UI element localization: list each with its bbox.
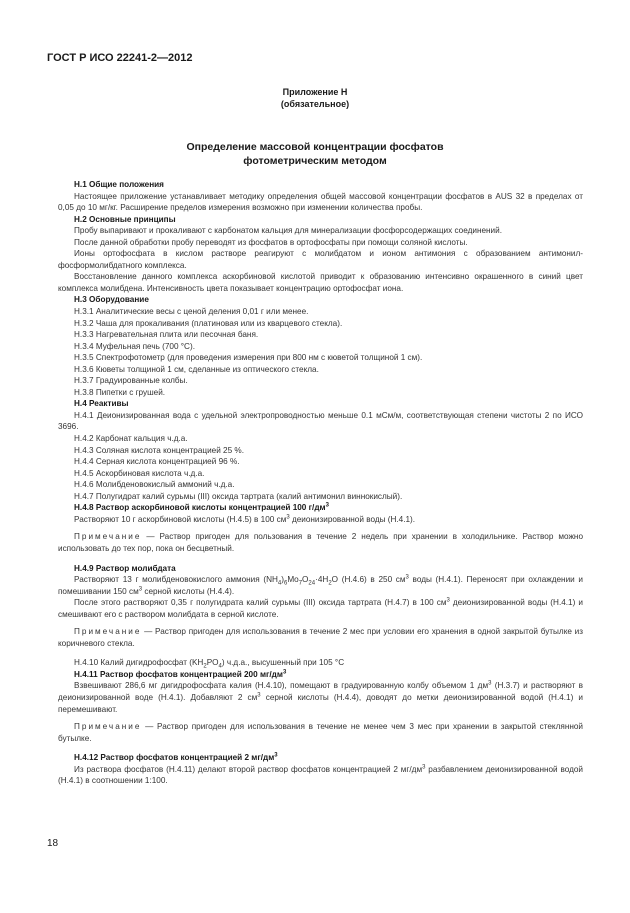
- section-heading: Н.4.11 Раствор фосфатов концентрацией 200 $мг/дм^3$: [74, 669, 287, 679]
- paragraph: Пробу выпаривают и прокаливают с карбонатом кальция для минерализации фосфорсодержащих соединений.: [74, 226, 502, 236]
- section-heading: Н.4.12 Раствор фосфатов концентрацией 2 $мг/дм^3$: [74, 752, 278, 763]
- section-heading: Н.3 Оборудование: [74, 295, 149, 305]
- list-item: Н.4.5 Аскорбиновая кислота ч.д.а.: [74, 468, 205, 478]
- paragraph: Ионы ортофосфата в кислом растворе реагируют с молибдатом и ионом антимония с образованием антимонил-фосформолибдатного комплекса.: [58, 249, 583, 270]
- title-line-1: Определение массовой концентрации фосфатов: [186, 141, 444, 153]
- annex-label: Приложение Н: [282, 87, 348, 97]
- list-item: Н.3.1 Аналитические весы с ценой деления 0,01 г или менее.: [74, 307, 309, 317]
- paragraph: Восстановление данного комплекса аскорбиновой кислотой приводит к образованию интенсивно окрашенного в синий цвет комплекса молибдена. Интенсивность цвета показывает концентрацию ортофосфат иона.: [58, 272, 583, 293]
- section-heading: Н.4 Реактивы: [74, 399, 129, 409]
- list-item: Н.3.5 Спектрофотометр (для проведения измерения при 800 нм с кюветой толщиной 1 см).: [74, 353, 423, 363]
- annex-status: (обязательное): [280, 99, 350, 109]
- annex-heading: [47, 86, 583, 110]
- paragraph: Взвешивают 286,6 мг дигидрофосфата калия (Н.4.10), помещают в градуированную колбу объемом 1 $дм^3$ (Н.3.7) и растворяют в деионизированной воде (Н.4.1). Добавляют 2 $см^3$ серной кислоты (Н.4.4), доводят до метки деионизированной водой (Н.4.1) и перемешивают.: [58, 680, 583, 714]
- list-item: Н.3.4 Муфельная печь (700 °С).: [74, 341, 195, 351]
- list-item: Н.4.6 Молибденовокислый аммоний ч.д.а.: [74, 480, 235, 490]
- annex-title: [47, 140, 583, 168]
- section-heading: Н.4.9 Раствор молибдата: [74, 563, 176, 573]
- list-item: Н.3.7 Градуированные колбы.: [74, 376, 188, 386]
- note: Примечание — Раствор пригоден для использования в течение 2 мес при условии его хранения в одной закрытой бутылке из коричневого стекла.: [58, 627, 583, 648]
- section-heading: Н.4.8 Раствор аскорбиновой кислоты концентрацией 100 $г/дм^3$: [74, 502, 329, 513]
- paragraph: После данной обработки пробу переводят из фосфатов в ортофосфаты при помощи соляной кислоты.: [74, 237, 468, 247]
- standard-header: ГОСТ Р ИСО 22241-2—2012: [47, 52, 193, 64]
- document-body: [58, 179, 583, 787]
- paragraph: Растворяют 13 г молибденовокислого аммония $(NH_4)_6Mo_7O_{24}\cdot 4H_2O$ (Н.4.6) в 250 $см^3$ воды (Н.4.1). Переносят при охлаждении и помешивании 150 $см^3$ серной кислоты (Н.4.4).: [58, 574, 583, 596]
- list-item: Н.4.7 Полугидрат калий сурьмы (III) оксида тартрата (калий антимонил виннокислый).: [74, 491, 403, 501]
- paragraph: Настоящее приложение устанавливает методику определения общей массовой концентрации фосфатов в AUS 32 в пределах от 0,05 до 10 мг/кг. Расширение пределов измерения возможно при изменении количества пробы.: [58, 191, 583, 213]
- paragraph: После этого растворяют 0,35 г полугидрата калий сурьмы (III) оксида тартрата (Н.4.7) в 100 $см^3$ деионизированной воды (Н.4.1) и смешивают его с раствором молибдата в серной кислоте.: [58, 597, 583, 619]
- list-item: Н.3.6 Кюветы толщиной 1 см, сделанные из оптического стекла.: [74, 364, 319, 374]
- page-number: 18: [47, 838, 59, 849]
- paragraph: Из раствора фосфатов (Н.4.11) делают второй раствор фосфатов концентрацией 2 $мг/дм^3$ разбавлением деионизированной водой (Н.4.1) в соотношении 1:100.: [58, 763, 583, 786]
- list-item: Н.3.3 Нагревательная плита или песочная баня.: [74, 330, 259, 340]
- list-item: Н.3.8 Пипетки с грушей.: [74, 387, 166, 397]
- paragraph: Н.4.1 Деионизированная вода с удельной электропроводностью меньше 0.1 мСм/м, соответствующая степени чистоты 2 по ИСО 3696.: [58, 410, 583, 432]
- list-item: Н.4.3 Соляная кислота концентрацией 25 %.: [74, 445, 244, 455]
- note: Примечание — Раствор пригоден для пользования в течение 2 недель при хранении в холодильнике. Раствор можно использовать до тех пор, пока он бесцветный.: [58, 532, 583, 553]
- list-item: Н.4.2 Карбонат кальция ч.д.а.: [74, 434, 188, 444]
- list-item: Н.4.10 Калий дигидрофосфат $(KH_2PO_4)$ ч.д.а., высушенный при 105 °С: [74, 658, 345, 670]
- paragraph: Растворяют 10 г аскорбиновой кислоты (Н.4.5) в 100 $см^3$ деионизированной воды (Н.4.1).: [74, 514, 416, 524]
- title-line-2: фотометрическим методом: [243, 155, 387, 167]
- note: Примечание — Раствор пригоден для использования в течение не менее чем 3 мес при хранении в закрытой стеклянной бутылке.: [58, 722, 583, 743]
- section-heading: Н.2 Основные принципы: [74, 214, 176, 224]
- list-item: Н.3.2 Чаша для прокаливания (платиновая или из кварцевого стекла).: [74, 318, 343, 328]
- list-item: Н.4.4 Серная кислота концентрацией 96 %.: [74, 457, 240, 467]
- section-heading: Н.1 Общие положения: [74, 180, 164, 189]
